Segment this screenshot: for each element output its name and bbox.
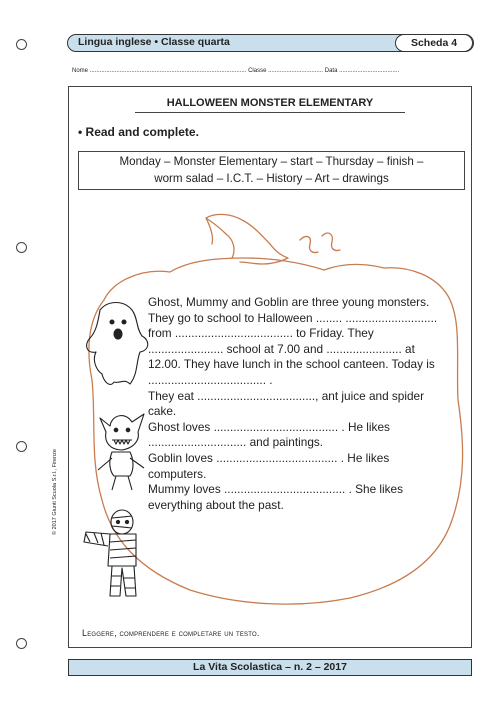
story-paragraph: Goblin loves ..................................... . He likes computers. <box>148 450 390 481</box>
word-bank-line-2: worm salad – I.C.T. – History – Art – drawings <box>154 172 389 185</box>
story-paragraph: They eat ...................................., ant juice and spider cake. <box>148 388 425 419</box>
story-text <box>148 295 444 513</box>
date-label: Data <box>324 68 338 74</box>
story-paragraph: Ghost, Mummy and Goblin are three young monsters. They go to school to Halloween ........ ............................ from .................................... to Friday. They ....................... school at 7.00 and ....................... at 12.00. They have lunch in the school canteen. Today is .................................... . <box>148 295 438 387</box>
word-bank-line-1: Monday – Monster Elementary – start – Thursday – finish – <box>119 155 424 168</box>
goblin-icon <box>98 414 144 490</box>
page-title: HALLOWEEN MONSTER ELEMENTARY <box>166 97 374 109</box>
story-paragraph: Ghost loves ...................................... . He likes .............................. and paintings. <box>148 419 390 450</box>
story-paragraph: Mummy loves ..................................... . She likes everything about the past. <box>148 482 404 512</box>
class-label: Classe <box>248 68 267 74</box>
date-dots[interactable]: .................................... <box>339 68 400 74</box>
sheet-label: Scheda 4 <box>395 34 473 52</box>
copyright-notice: © 2017 Giunti Scuola S.r.l., Firenze <box>52 449 58 535</box>
instruction: • Read and complete. <box>78 125 199 139</box>
name-label: Nome <box>72 68 89 74</box>
header-subject: Lingua inglese • Classe quarta <box>78 36 230 48</box>
class-dots[interactable]: ................................. <box>268 68 324 74</box>
learning-objective: Leggere, comprendere e completare un testo. <box>82 628 260 638</box>
name-dots[interactable]: .............................................................................................. <box>89 68 247 74</box>
magazine-footer: La Vita Scolastica – n. 2 – 2017 <box>68 659 472 676</box>
